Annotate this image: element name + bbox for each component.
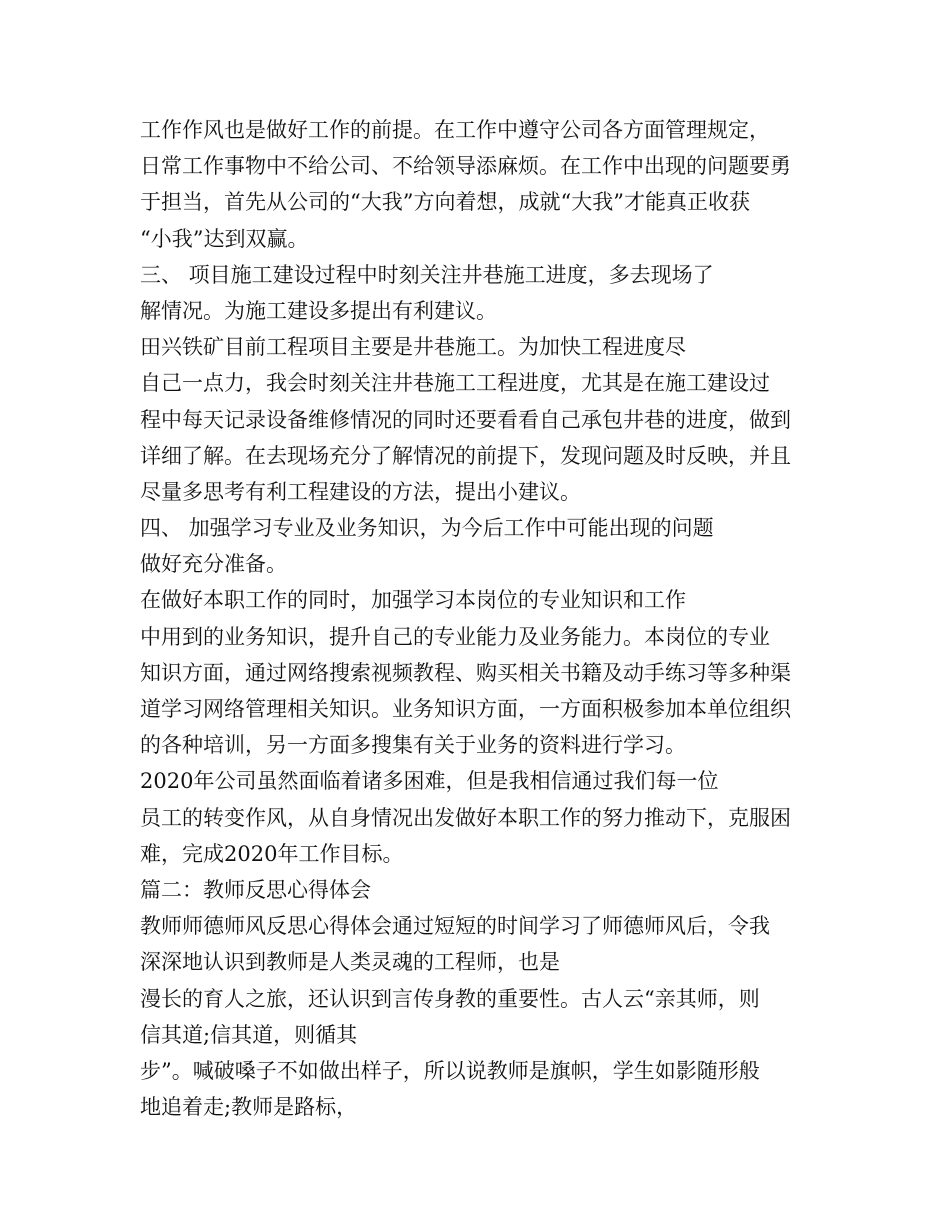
- text-line: 做好充分准备。: [140, 552, 287, 577]
- text-line: 在做好本职工作的同时，加强学习本岗位的专业知识和工作: [140, 588, 686, 613]
- text-line: 自己一点力，我会时刻关注井巷施工工程进度，尤其是在施工建设过: [140, 371, 770, 396]
- text-line: 解情况。为施工建设多提出有利建议。: [140, 298, 497, 323]
- text-line: 步”。喊破嗓子不如做出样子，所以说教师是旗帜，学生如影随形般: [140, 1058, 760, 1083]
- body-text: [140, 112, 830, 1125]
- text-line: 深深地认识到教师是人类灵魂的工程师，也是: [140, 950, 560, 975]
- text-line: 2020年公司虽然面临着诸多困难，但是我相信通过我们每一位: [140, 769, 719, 794]
- text-line: 于担当，首先从公司的“大我”方向着想，成就“大我”才能真正收获: [140, 190, 750, 215]
- text-line: 工作作风也是做好工作的前提。在工作中遵守公司各方面管理规定，: [140, 118, 770, 142]
- text-line: 尽量多思考有利工程建设的方法，提出小建议。: [140, 479, 581, 504]
- text-line: 漫长的育人之旅，还认识到言传身教的重要性。古人云“亲其师，则: [140, 986, 760, 1011]
- text-line: 详细了解。在去现场充分了解情况的前提下，发现问题及时反映，并且: [140, 443, 791, 468]
- text-line: 信其道;信其道，则循其: [140, 1022, 358, 1047]
- text-line: 的各种培训，另一方面多搜集有关于业务的资料进行学习。: [140, 733, 686, 758]
- text-line: 难，完成2020年工作目标。: [140, 841, 404, 866]
- section-heading-4: 四、 加强学习专业及业务知识，为今后工作中可能出现的问题: [140, 516, 714, 541]
- text-line: 中用到的业务知识，提升自己的专业能力及业务能力。本岗位的专业: [140, 624, 770, 649]
- text-line: 田兴铁矿目前工程项目主要是井巷施工。为加快工程进度尽: [140, 335, 686, 360]
- text-line: 道学习网络管理相关知识。业务知识方面，一方面积极参加本单位组织: [140, 697, 791, 721]
- text-line: “小我”达到双赢。: [140, 226, 309, 251]
- text-line: 程中每天记录设备维修情况的同时还要看看自己承包井巷的进度，做到: [140, 407, 791, 432]
- text-line: 知识方面，通过网络搜索视频教程、购买相关书籍及动手练习等多种渠: [140, 660, 791, 685]
- text-line: 日常工作事物中不给公司、不给领导添麻烦。在工作中出现的问题要勇: [140, 154, 791, 179]
- section-heading-3: 三、 项目施工建设过程中时刻关注井巷施工进度，多去现场了: [140, 262, 714, 287]
- text-line: 员工的转变作风，从自身情况出发做好本职工作的努力推动下，克服困: [140, 805, 791, 830]
- text-line: 地追着走;教师是路标，: [140, 1095, 358, 1120]
- article-title: 篇二：教师反思心得体会: [140, 877, 371, 902]
- text-line: 教师师德师风反思心得体会通过短短的时间学习了师德师风后，令我: [140, 914, 770, 939]
